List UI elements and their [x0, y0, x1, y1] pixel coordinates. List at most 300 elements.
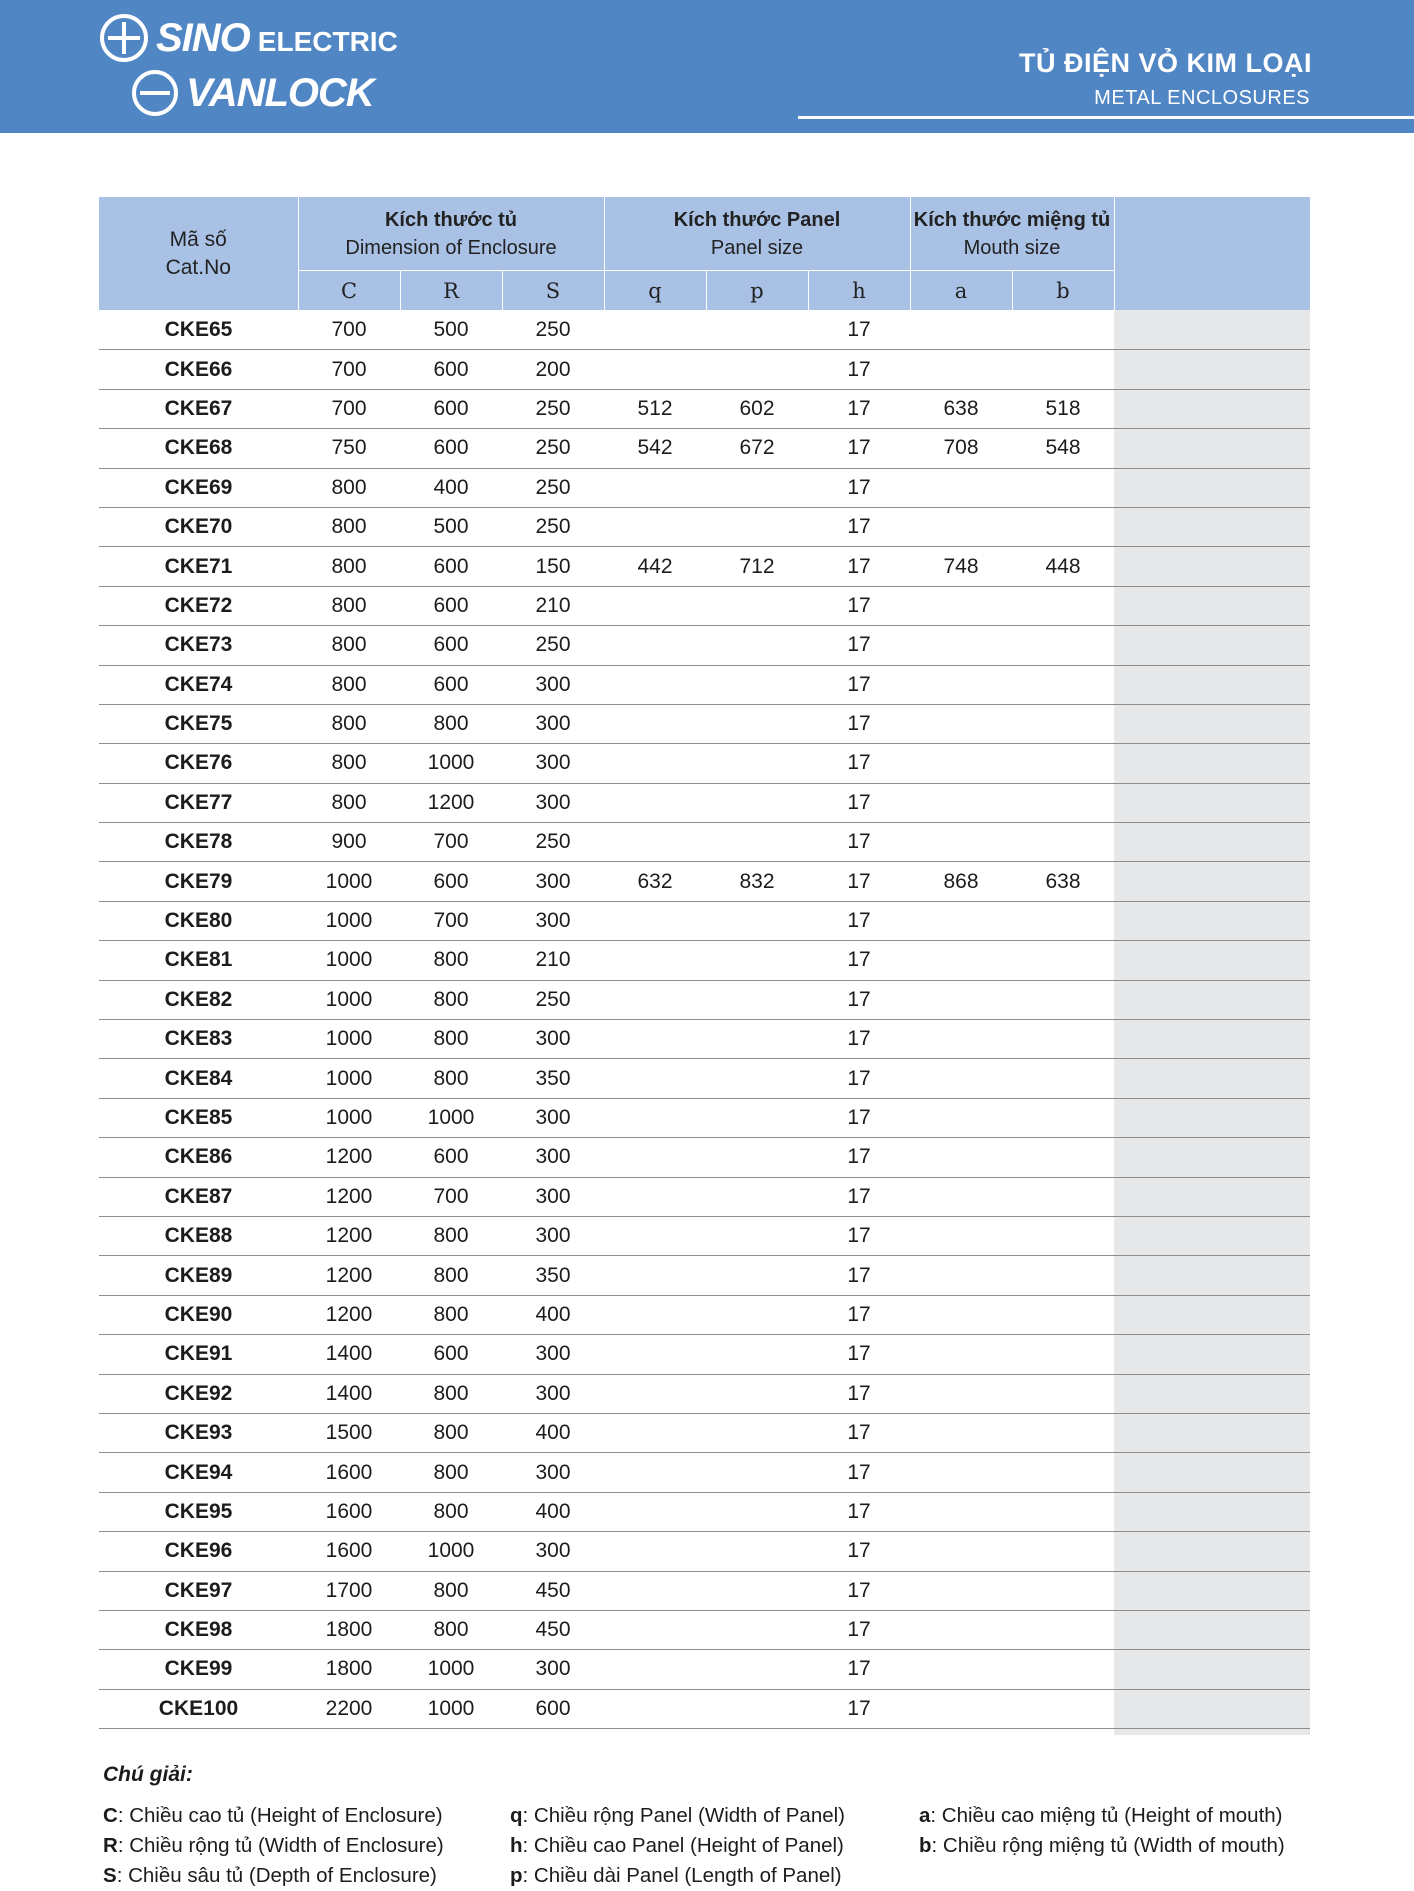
legend — [103, 1763, 1333, 1891]
cell-a — [910, 626, 1012, 665]
table-row — [99, 1256, 1310, 1295]
cell-p — [706, 1020, 808, 1059]
cell-q: 632 — [604, 862, 706, 901]
cell-q — [604, 1020, 706, 1059]
cat-no-header — [99, 197, 298, 311]
cell-cat-no: CKE67 — [99, 389, 298, 428]
cell-b — [1012, 1098, 1114, 1137]
table-body — [99, 311, 1310, 1729]
legend-column — [103, 1801, 510, 1891]
table-row — [99, 1374, 1310, 1413]
cell-b: 518 — [1012, 389, 1114, 428]
cell-cat-no: CKE83 — [99, 1020, 298, 1059]
cat-no-header-vi: Mã số — [169, 228, 227, 251]
cell-r: 1000 — [400, 1098, 502, 1137]
cell-blank — [1114, 1020, 1310, 1059]
cell-p — [706, 586, 808, 625]
cell-cat-no: CKE82 — [99, 980, 298, 1019]
cell-s: 300 — [502, 783, 604, 822]
cell-p — [706, 1571, 808, 1610]
blank-header — [1114, 197, 1310, 311]
cell-h: 17 — [808, 1216, 910, 1255]
cell-r: 1000 — [400, 1650, 502, 1689]
cell-c: 800 — [298, 744, 400, 783]
legend-item: b: Chiều rộng miệng tủ (Width of mouth) — [919, 1834, 1285, 1857]
cell-q — [604, 1374, 706, 1413]
cell-q — [604, 941, 706, 980]
cell-a — [910, 350, 1012, 389]
cell-cat-no: CKE68 — [99, 429, 298, 468]
cell-c: 1600 — [298, 1532, 400, 1571]
cell-p — [706, 1374, 808, 1413]
cell-q — [604, 1610, 706, 1649]
cell-a — [910, 744, 1012, 783]
cell-h: 17 — [808, 941, 910, 980]
cell-b — [1012, 1650, 1114, 1689]
cell-c: 1000 — [298, 1098, 400, 1137]
cell-a — [910, 1610, 1012, 1649]
cell-r: 700 — [400, 901, 502, 940]
cell-cat-no: CKE72 — [99, 586, 298, 625]
cell-p: 832 — [706, 862, 808, 901]
cell-blank — [1114, 1492, 1310, 1531]
cell-p — [706, 1059, 808, 1098]
enclosure-spec-table — [99, 197, 1310, 1729]
cell-r: 1000 — [400, 744, 502, 783]
cell-c: 1000 — [298, 941, 400, 980]
table-row — [99, 704, 1310, 743]
page-header — [0, 0, 1414, 133]
cell-cat-no: CKE88 — [99, 1216, 298, 1255]
cell-q — [604, 507, 706, 546]
brand-electric: ELECTRIC — [257, 26, 398, 57]
cell-s: 300 — [502, 1335, 604, 1374]
cell-b — [1012, 1216, 1114, 1255]
cell-blank — [1114, 1453, 1310, 1492]
cell-q — [604, 1335, 706, 1374]
cell-s: 450 — [502, 1571, 604, 1610]
cell-b — [1012, 1335, 1114, 1374]
cell-b: 448 — [1012, 547, 1114, 586]
cell-cat-no: CKE79 — [99, 862, 298, 901]
cell-h: 17 — [808, 547, 910, 586]
cell-s: 300 — [502, 1216, 604, 1255]
cell-q — [604, 1571, 706, 1610]
cell-blank — [1114, 744, 1310, 783]
cell-r: 800 — [400, 1256, 502, 1295]
table-row — [99, 1059, 1310, 1098]
cell-cat-no: CKE86 — [99, 1138, 298, 1177]
table-row — [99, 1413, 1310, 1452]
cell-q — [604, 1256, 706, 1295]
cell-blank — [1114, 1374, 1310, 1413]
cell-r: 600 — [400, 1335, 502, 1374]
cell-a — [910, 1453, 1012, 1492]
cell-cat-no: CKE84 — [99, 1059, 298, 1098]
cell-q — [604, 1098, 706, 1137]
cell-c: 1400 — [298, 1335, 400, 1374]
table-row — [99, 1138, 1310, 1177]
cell-s: 300 — [502, 1020, 604, 1059]
table-row — [99, 783, 1310, 822]
cell-b — [1012, 1374, 1114, 1413]
cell-b — [1012, 1413, 1114, 1452]
cell-c: 1200 — [298, 1216, 400, 1255]
cell-blank — [1114, 704, 1310, 743]
cell-q — [604, 311, 706, 350]
cell-a — [910, 980, 1012, 1019]
cell-b: 548 — [1012, 429, 1114, 468]
cell-b — [1012, 1571, 1114, 1610]
cell-p: 712 — [706, 547, 808, 586]
cell-r: 500 — [400, 311, 502, 350]
table-row — [99, 626, 1310, 665]
cell-q — [604, 468, 706, 507]
cell-p — [706, 941, 808, 980]
brand-vanlock: VANLOCK — [186, 70, 374, 115]
cell-a — [910, 1492, 1012, 1531]
legend-item: C: Chiều cao tủ (Height of Enclosure) — [103, 1804, 443, 1827]
cell-r: 800 — [400, 1059, 502, 1098]
cell-a — [910, 1216, 1012, 1255]
cell-a — [910, 941, 1012, 980]
cell-p — [706, 507, 808, 546]
cell-q — [604, 1216, 706, 1255]
cell-r: 800 — [400, 1610, 502, 1649]
cell-c: 800 — [298, 704, 400, 743]
cell-blank — [1114, 1295, 1310, 1334]
cell-b: 638 — [1012, 862, 1114, 901]
cell-s: 400 — [502, 1295, 604, 1334]
cell-s: 200 — [502, 350, 604, 389]
cell-r: 800 — [400, 941, 502, 980]
cell-c: 1500 — [298, 1413, 400, 1452]
table-row — [99, 389, 1310, 428]
cell-c: 1200 — [298, 1138, 400, 1177]
cell-h: 17 — [808, 1374, 910, 1413]
cell-c: 1700 — [298, 1571, 400, 1610]
col-header-c: C — [298, 271, 400, 312]
cell-b — [1012, 350, 1114, 389]
cell-s: 450 — [502, 1610, 604, 1649]
page-title: TỦ ĐIỆN VỎ KIM LOẠI — [1019, 48, 1312, 78]
cell-cat-no: CKE75 — [99, 704, 298, 743]
cell-q — [604, 823, 706, 862]
cell-cat-no: CKE91 — [99, 1335, 298, 1374]
cell-s: 150 — [502, 547, 604, 586]
cell-b — [1012, 1059, 1114, 1098]
cell-blank — [1114, 1256, 1310, 1295]
cell-q: 442 — [604, 547, 706, 586]
cell-a — [910, 1295, 1012, 1334]
cell-c: 1000 — [298, 980, 400, 1019]
cell-cat-no: CKE99 — [99, 1650, 298, 1689]
cell-blank — [1114, 1177, 1310, 1216]
cell-s: 300 — [502, 862, 604, 901]
cell-cat-no: CKE85 — [99, 1098, 298, 1137]
cell-p — [706, 665, 808, 704]
cell-q — [604, 1138, 706, 1177]
cell-s: 210 — [502, 586, 604, 625]
group-header-en: Dimension of Enclosure — [345, 236, 557, 259]
cell-s: 250 — [502, 507, 604, 546]
cell-q — [604, 980, 706, 1019]
cell-blank — [1114, 980, 1310, 1019]
cell-r: 600 — [400, 586, 502, 625]
cell-cat-no: CKE100 — [99, 1689, 298, 1728]
globe-icon — [100, 14, 148, 62]
cell-q — [604, 350, 706, 389]
cell-p — [706, 1492, 808, 1531]
table-row — [99, 547, 1310, 586]
cell-cat-no: CKE81 — [99, 941, 298, 980]
cell-p — [706, 1650, 808, 1689]
cell-r: 400 — [400, 468, 502, 507]
cell-blank — [1114, 311, 1310, 350]
cell-a — [910, 507, 1012, 546]
cell-r: 800 — [400, 1453, 502, 1492]
cell-blank — [1114, 783, 1310, 822]
cell-blank — [1114, 941, 1310, 980]
table-row — [99, 586, 1310, 625]
cell-c: 1600 — [298, 1453, 400, 1492]
cell-b — [1012, 665, 1114, 704]
cell-p — [706, 704, 808, 743]
table-row — [99, 1492, 1310, 1531]
cell-a — [910, 1374, 1012, 1413]
cell-blank — [1114, 350, 1310, 389]
cell-b — [1012, 783, 1114, 822]
cell-p — [706, 783, 808, 822]
cell-blank — [1114, 468, 1310, 507]
table-row — [99, 1650, 1310, 1689]
cell-p — [706, 350, 808, 389]
cell-q — [604, 665, 706, 704]
cell-blank — [1114, 823, 1310, 862]
cell-cat-no: CKE92 — [99, 1374, 298, 1413]
cell-s: 350 — [502, 1059, 604, 1098]
cell-r: 800 — [400, 1492, 502, 1531]
cell-c: 1400 — [298, 1374, 400, 1413]
cell-a — [910, 1059, 1012, 1098]
cell-blank — [1114, 429, 1310, 468]
group-header-en: Panel size — [710, 236, 804, 259]
cell-r: 800 — [400, 1571, 502, 1610]
cell-s: 350 — [502, 1256, 604, 1295]
cell-c: 1000 — [298, 862, 400, 901]
cell-p — [706, 311, 808, 350]
cell-a — [910, 783, 1012, 822]
cell-c: 800 — [298, 626, 400, 665]
cell-a — [910, 1571, 1012, 1610]
cell-h: 17 — [808, 1059, 910, 1098]
cell-q — [604, 1295, 706, 1334]
cell-cat-no: CKE77 — [99, 783, 298, 822]
cell-s: 250 — [502, 311, 604, 350]
table-row — [99, 1335, 1310, 1374]
cell-c: 750 — [298, 429, 400, 468]
cell-a — [910, 823, 1012, 862]
cell-b — [1012, 1532, 1114, 1571]
cell-c: 700 — [298, 311, 400, 350]
table-row — [99, 1532, 1310, 1571]
cell-cat-no: CKE78 — [99, 823, 298, 862]
table-row — [99, 1689, 1310, 1728]
cell-b — [1012, 823, 1114, 862]
cell-h: 17 — [808, 1138, 910, 1177]
cell-blank — [1114, 1216, 1310, 1255]
cell-a — [910, 665, 1012, 704]
cell-r: 600 — [400, 429, 502, 468]
panel-size-header — [604, 197, 910, 271]
cell-r: 800 — [400, 1216, 502, 1255]
cell-p — [706, 901, 808, 940]
cell-s: 250 — [502, 468, 604, 507]
cell-s: 250 — [502, 389, 604, 428]
cell-h: 17 — [808, 1610, 910, 1649]
table-row — [99, 1571, 1310, 1610]
cell-h: 17 — [808, 1256, 910, 1295]
cell-h: 17 — [808, 1532, 910, 1571]
cell-q — [604, 1650, 706, 1689]
cell-b — [1012, 1295, 1114, 1334]
title-underline — [798, 116, 1414, 119]
enclosure-dimension-header — [298, 197, 604, 271]
cell-b — [1012, 311, 1114, 350]
cell-c: 1200 — [298, 1256, 400, 1295]
cell-s: 400 — [502, 1492, 604, 1531]
cell-r: 800 — [400, 1295, 502, 1334]
cell-h: 17 — [808, 980, 910, 1019]
col-header-r: R — [400, 271, 502, 312]
cell-h: 17 — [808, 1295, 910, 1334]
cell-h: 17 — [808, 311, 910, 350]
cell-blank — [1114, 901, 1310, 940]
cell-b — [1012, 1689, 1114, 1728]
cell-q — [604, 1453, 706, 1492]
cell-c: 800 — [298, 783, 400, 822]
cell-q — [604, 783, 706, 822]
cell-cat-no: CKE80 — [99, 901, 298, 940]
cell-p — [706, 1256, 808, 1295]
cell-r: 600 — [400, 547, 502, 586]
cell-s: 300 — [502, 665, 604, 704]
cell-r: 1200 — [400, 783, 502, 822]
cell-c: 1800 — [298, 1610, 400, 1649]
cell-blank — [1114, 586, 1310, 625]
cell-c: 1000 — [298, 901, 400, 940]
cell-h: 17 — [808, 744, 910, 783]
legend-column — [510, 1801, 919, 1891]
cell-cat-no: CKE97 — [99, 1571, 298, 1610]
table-row — [99, 901, 1310, 940]
cell-p — [706, 1216, 808, 1255]
cell-h: 17 — [808, 704, 910, 743]
cell-c: 1200 — [298, 1295, 400, 1334]
cell-h: 17 — [808, 429, 910, 468]
cell-p — [706, 744, 808, 783]
legend-item: a: Chiều cao miệng tủ (Height of mouth) — [919, 1804, 1283, 1827]
cell-r: 800 — [400, 1020, 502, 1059]
table-row — [99, 1177, 1310, 1216]
sino-logo — [100, 14, 398, 62]
cell-s: 600 — [502, 1689, 604, 1728]
cell-c: 800 — [298, 507, 400, 546]
cell-cat-no: CKE74 — [99, 665, 298, 704]
cell-c: 1200 — [298, 1177, 400, 1216]
cell-p — [706, 468, 808, 507]
cell-cat-no: CKE94 — [99, 1453, 298, 1492]
cell-q — [604, 744, 706, 783]
cell-q — [604, 1413, 706, 1452]
cell-r: 700 — [400, 1177, 502, 1216]
legend-item: q: Chiều rộng Panel (Width of Panel) — [510, 1804, 846, 1827]
table-row — [99, 429, 1310, 468]
cell-s: 300 — [502, 1177, 604, 1216]
cell-c: 2200 — [298, 1689, 400, 1728]
cell-h: 17 — [808, 507, 910, 546]
cell-a — [910, 1256, 1012, 1295]
table-row — [99, 1610, 1310, 1649]
vanlock-emblem-icon — [132, 70, 178, 116]
cell-c: 800 — [298, 468, 400, 507]
table-row — [99, 941, 1310, 980]
cell-r: 800 — [400, 1374, 502, 1413]
cell-p — [706, 1453, 808, 1492]
cell-r: 800 — [400, 1413, 502, 1452]
cell-b — [1012, 941, 1114, 980]
cell-cat-no: CKE95 — [99, 1492, 298, 1531]
cell-c: 800 — [298, 586, 400, 625]
cell-p: 672 — [706, 429, 808, 468]
cell-h: 17 — [808, 1689, 910, 1728]
table-row — [99, 1216, 1310, 1255]
legend-grid — [103, 1801, 1333, 1891]
brand-sino: SINO — [156, 15, 250, 60]
cell-b — [1012, 1453, 1114, 1492]
cell-s: 300 — [502, 1453, 604, 1492]
cell-h: 17 — [808, 665, 910, 704]
cell-s: 300 — [502, 1138, 604, 1177]
cell-cat-no: CKE66 — [99, 350, 298, 389]
cell-b — [1012, 704, 1114, 743]
cell-r: 800 — [400, 980, 502, 1019]
cell-h: 17 — [808, 626, 910, 665]
cell-b — [1012, 980, 1114, 1019]
cell-h: 17 — [808, 1492, 910, 1531]
cell-p — [706, 1610, 808, 1649]
cell-a: 868 — [910, 862, 1012, 901]
cell-a — [910, 1532, 1012, 1571]
cell-blank — [1114, 665, 1310, 704]
cell-cat-no: CKE70 — [99, 507, 298, 546]
cell-q: 542 — [604, 429, 706, 468]
group-header-vi: Kích thước miệng tủ — [913, 208, 1111, 231]
cell-a — [910, 311, 1012, 350]
group-header-vi: Kích thước Panel — [673, 208, 841, 231]
col-header-h: h — [808, 271, 910, 312]
cell-a — [910, 1689, 1012, 1728]
cell-b — [1012, 626, 1114, 665]
cell-b — [1012, 901, 1114, 940]
cell-blank — [1114, 1689, 1310, 1728]
cell-r: 600 — [400, 1138, 502, 1177]
cell-a — [910, 1413, 1012, 1452]
cell-q — [604, 1059, 706, 1098]
cell-cat-no: CKE87 — [99, 1177, 298, 1216]
cell-h: 17 — [808, 1453, 910, 1492]
cell-h: 17 — [808, 823, 910, 862]
